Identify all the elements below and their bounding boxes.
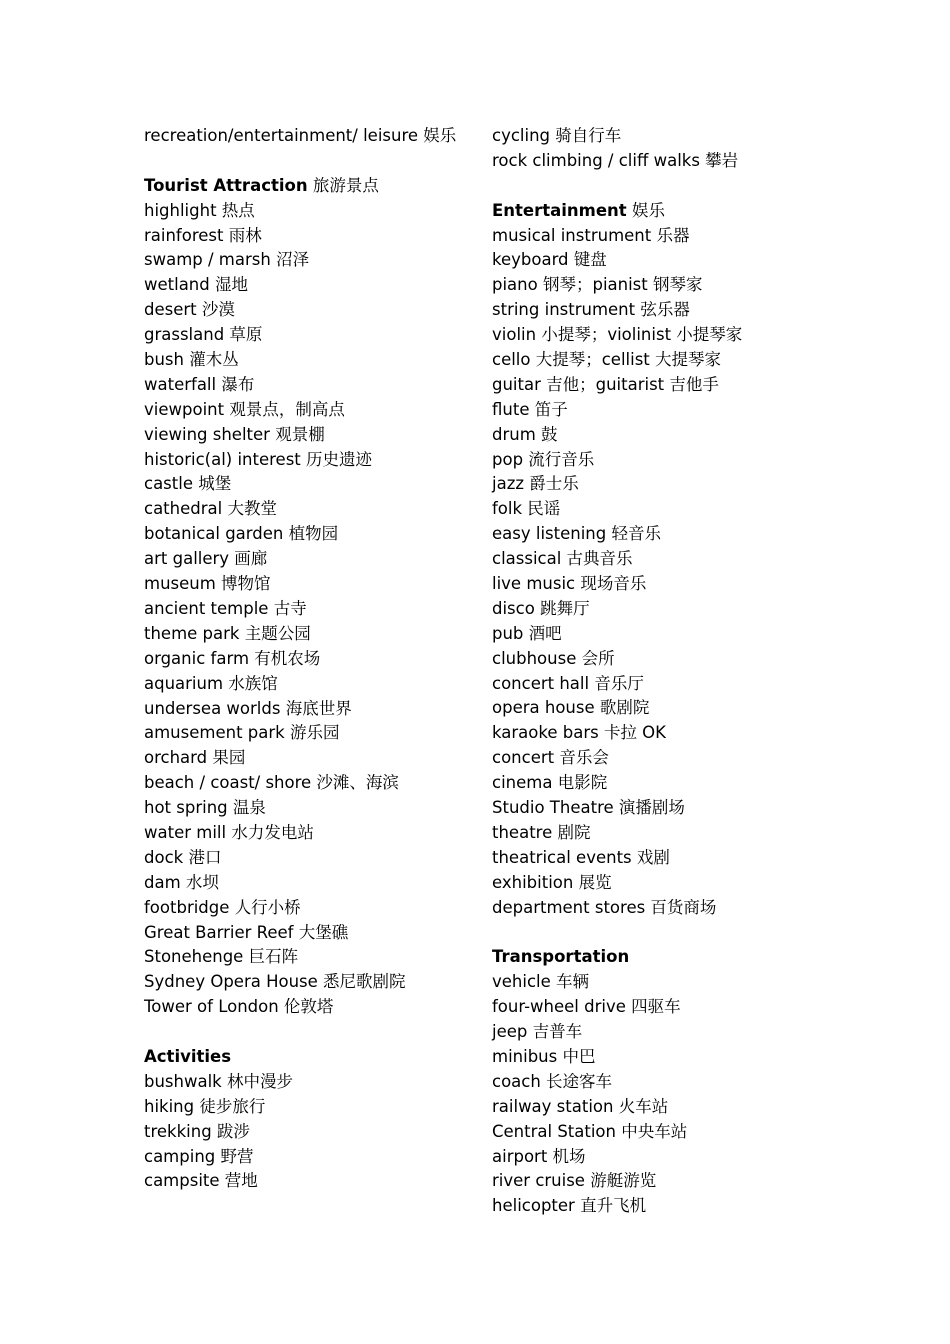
section-heading-zh: 旅游景点 — [312, 175, 379, 195]
vocab-item: theatre 剧院 — [492, 822, 591, 842]
section-heading — [144, 174, 462, 199]
vocab-item: hiking 徒步旅行 — [144, 1096, 266, 1116]
vocab-item: cinema 电影院 — [492, 773, 608, 793]
vocab-item: violin 小提琴；violinist 小提琴家 — [492, 325, 743, 345]
vocab-item: four-wheel drive 四驱车 — [492, 997, 681, 1017]
vocab-item: string instrument 弦乐器 — [492, 300, 690, 320]
vocab-item: clubhouse 会所 — [492, 648, 615, 668]
vocab-item: theatrical events 戏剧 — [492, 847, 670, 867]
vocab-item: cathedral 大教堂 — [144, 499, 277, 519]
vocab-item: camping 野营 — [144, 1146, 254, 1166]
vocab-item: desert 沙漠 — [144, 300, 235, 320]
vocab-item: classical 古典音乐 — [492, 549, 633, 569]
spacer — [492, 174, 792, 199]
vocab-item: aquarium 水族馆 — [144, 673, 278, 693]
vocab-item: amusement park 游乐园 — [144, 723, 340, 743]
vocab-item: bushwalk 林中漫步 — [144, 1071, 293, 1091]
vocab-item: water mill 水力发电站 — [144, 822, 314, 842]
vocab-item: keyboard 键盘 — [492, 250, 607, 270]
section-heading — [492, 199, 792, 224]
section-heading-en: Transportation — [492, 947, 630, 967]
vocab-item: art gallery 画廊 — [144, 549, 268, 569]
vocab-item: wetland 湿地 — [144, 275, 248, 295]
vocab-item: opera house 歌剧院 — [492, 698, 650, 718]
vocab-item: cello 大提琴；cellist 大提琴家 — [492, 350, 722, 370]
section-heading — [144, 1045, 462, 1070]
vocab-item: dam 水坝 — [144, 872, 219, 892]
section-heading-en: Entertainment — [492, 200, 627, 220]
vocab-item: musical instrument 乐器 — [492, 225, 690, 245]
section-heading-en: Activities — [144, 1046, 232, 1066]
vocab-item: Sydney Opera House 悉尼歌剧院 — [144, 972, 406, 992]
section-heading-zh: 娱乐 — [631, 200, 665, 220]
vocab-item: drum 鼓 — [492, 424, 558, 444]
vocab-item: guitar 吉他；guitarist 吉他手 — [492, 374, 719, 394]
vocab-item: Studio Theatre 演播剧场 — [492, 798, 685, 818]
vocab-item: cycling 骑自行车 — [492, 126, 622, 145]
vocab-item: folk 民谣 — [492, 499, 561, 519]
vocab-item: river cruise 游艇游览 — [492, 1171, 657, 1191]
vocab-item: concert 音乐会 — [492, 748, 609, 768]
right-column — [492, 124, 792, 1219]
vocab-item: organic farm 有机农场 — [144, 648, 321, 668]
vocab-item: jazz 爵士乐 — [492, 474, 579, 494]
vocab-item: piano 钢琴；pianist 钢琴家 — [492, 275, 703, 295]
vocab-item: Great Barrier Reef 大堡礁 — [144, 922, 349, 942]
vocab-item: minibus 中巴 — [492, 1046, 596, 1066]
vocab-item: airport 机场 — [492, 1146, 586, 1166]
vocab-item: exhibition 展览 — [492, 872, 612, 892]
vocab-item: department stores 百货商场 — [492, 897, 717, 917]
vocab-item: theme park 主题公园 — [144, 623, 311, 643]
vocab-item: vehicle 车辆 — [492, 972, 590, 992]
vocab-item: Central Station 中央车站 — [492, 1121, 688, 1141]
vocab-item: hot spring 温泉 — [144, 798, 266, 818]
vocab-item: pub 酒吧 — [492, 623, 562, 643]
left-column — [144, 124, 462, 1194]
vocab-item: museum 博物馆 — [144, 574, 271, 594]
vocab-item: easy listening 轻音乐 — [492, 524, 661, 544]
vocab-item: viewing shelter 观景棚 — [144, 424, 325, 444]
section-heading-en: Tourist Attraction — [144, 175, 308, 195]
vocab-item: rock climbing / cliff walks 攀岩 — [492, 150, 739, 170]
vocab-item: trekking 跋涉 — [144, 1121, 250, 1141]
vocab-item: waterfall 瀑布 — [144, 374, 255, 394]
intro-line: recreation/entertainment/ leisure 娱乐 — [144, 126, 457, 145]
vocab-item: orchard 果园 — [144, 748, 246, 768]
vocab-item: coach 长途客车 — [492, 1071, 613, 1091]
vocab-item: highlight 热点 — [144, 200, 255, 220]
vocab-item: viewpoint 观景点，制高点 — [144, 399, 345, 419]
spacer — [144, 149, 462, 174]
vocab-item: live music 现场音乐 — [492, 574, 647, 594]
vocab-item: beach / coast/ shore 沙滩、海滨 — [144, 773, 399, 793]
vocab-item: grassland 草原 — [144, 325, 263, 345]
vocab-item: concert hall 音乐厅 — [492, 673, 644, 693]
vocab-item: railway station 火车站 — [492, 1096, 669, 1116]
vocab-item: pop 流行音乐 — [492, 449, 595, 469]
vocab-item: swamp / marsh 沼泽 — [144, 250, 310, 270]
vocab-item: footbridge 人行小桥 — [144, 897, 301, 917]
vocab-item: Stonehenge 巨石阵 — [144, 947, 299, 967]
vocab-item: campsite 营地 — [144, 1171, 258, 1191]
vocab-item: flute 笛子 — [492, 399, 568, 419]
vocab-item: castle 城堡 — [144, 474, 232, 494]
vocab-item: dock 港口 — [144, 847, 222, 867]
spacer — [144, 1020, 462, 1045]
vocab-item: jeep 吉普车 — [492, 1022, 583, 1042]
vocab-item: karaoke bars 卡拉 OK — [492, 723, 666, 743]
vocab-item: helicopter 直升飞机 — [492, 1196, 647, 1216]
vocab-item: disco 跳舞厅 — [492, 598, 590, 618]
vocab-item: botanical garden 植物园 — [144, 524, 339, 544]
vocab-item: bush 灌木丛 — [144, 350, 239, 370]
spacer — [492, 921, 792, 946]
vocab-item: ancient temple 古寺 — [144, 598, 307, 618]
vocab-item: undersea worlds 海底世界 — [144, 698, 352, 718]
vocab-item: Tower of London 伦敦塔 — [144, 997, 334, 1017]
section-heading — [492, 945, 792, 970]
vocab-item: historic(al) interest 历史遗迹 — [144, 449, 373, 469]
vocab-item: rainforest 雨林 — [144, 225, 262, 245]
